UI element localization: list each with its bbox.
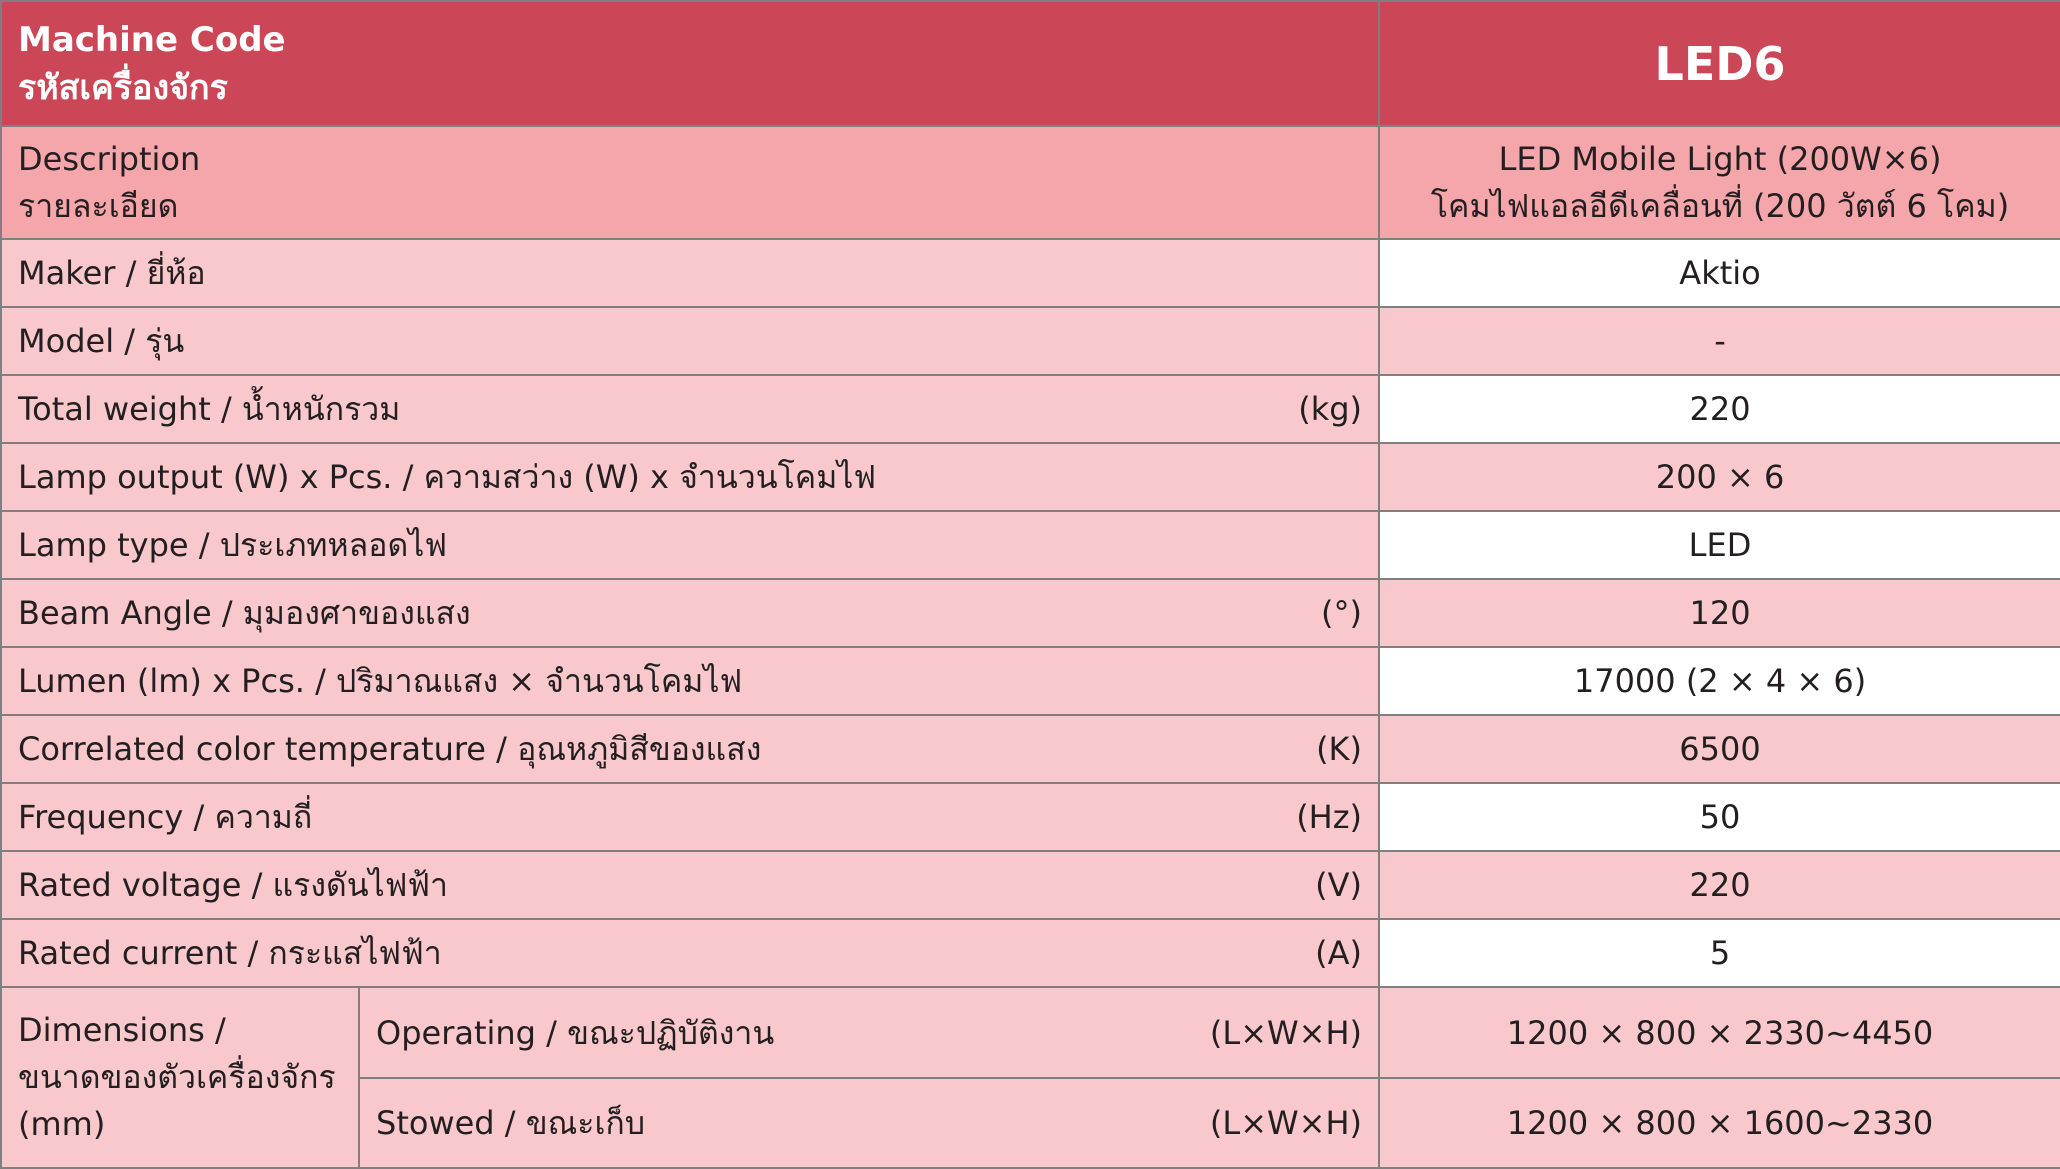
dimensions-label-line2: ขนาดของตัวเครื่องจักร (18, 1058, 336, 1096)
dimensions-label-line3: (mm) (18, 1105, 106, 1143)
spec-row-frequency (1, 783, 2060, 851)
spec-label-cell (1, 307, 1379, 375)
machine-code-label-en: Machine Code (18, 19, 286, 60)
spec-value: 6500 (1679, 730, 1761, 768)
spec-value-cell (1379, 375, 2060, 443)
stowed-unit: (L×W×H) (1209, 1104, 1363, 1142)
header-row (1, 1, 2060, 126)
description-row (1, 126, 2060, 239)
spec-label: Rated current / กระแสไฟฟ้า (18, 934, 442, 972)
dimensions-label-line1: Dimensions / (18, 1011, 226, 1049)
description-value-th: โคมไฟแอลอีดีเคลื่อนที่ (200 วัตต์ 6 โคม) (1430, 186, 2010, 225)
spec-value-cell (1379, 307, 2060, 375)
spec-value-cell (1379, 239, 2060, 307)
spec-unit: (kg) (1298, 390, 1363, 428)
spec-label: Lamp output (W) x Pcs. / ความสว่าง (W) x จำนวนโคมไฟ (18, 458, 877, 496)
spec-row-model (1, 307, 2060, 375)
spec-value: Aktio (1679, 254, 1761, 292)
spec-unit: (K) (1316, 730, 1363, 768)
operating-unit: (L×W×H) (1209, 1013, 1363, 1052)
machine-code-label-th: รหัสเครื่องจักร (18, 67, 228, 108)
operating-label-cell (359, 987, 1379, 1078)
machine-code-value: LED6 (1654, 36, 1786, 91)
spec-value: 5 (1709, 934, 1731, 972)
stowed-value-cell (1379, 1078, 2060, 1168)
spec-row-color-temperature (1, 715, 2060, 783)
spec-label: Correlated color temperature / อุณหภูมิสีของแสง (18, 730, 762, 768)
operating-value: 1200 × 800 × 2330~4450 (1506, 1013, 1934, 1052)
spec-value-cell (1379, 783, 2060, 851)
stowed-value: 1200 × 800 × 1600~2330 (1506, 1104, 1934, 1142)
spec-value: 200 × 6 (1655, 458, 1785, 496)
spec-label-cell (1, 715, 1379, 783)
spec-value: 17000 (2 × 4 × 6) (1573, 662, 1867, 700)
spec-row-total-weight (1, 375, 2060, 443)
machine-code-value-cell (1379, 1, 2060, 126)
spec-value: LED (1688, 526, 1752, 564)
spec-label: Beam Angle / มุมองศาของแสง (18, 594, 471, 632)
spec-label-cell (1, 919, 1379, 987)
spec-value-cell (1379, 851, 2060, 919)
spec-label: Total weight / น้ำหนักรวม (18, 390, 401, 428)
spec-value: 220 (1689, 390, 1751, 428)
description-label-en: Description (18, 139, 201, 178)
description-value-en: LED Mobile Light (200W×6) (1498, 139, 1942, 178)
spec-value: 220 (1689, 866, 1751, 904)
spec-row-maker (1, 239, 2060, 307)
operating-value-cell (1379, 987, 2060, 1078)
spec-label-cell (1, 443, 1379, 511)
spec-unit: (°) (1321, 594, 1363, 632)
stowed-label-cell (359, 1078, 1379, 1168)
spec-label: Frequency / ความถี่ (18, 798, 313, 836)
spec-value-cell (1379, 715, 2060, 783)
spec-value: 120 (1689, 594, 1751, 632)
spec-value-cell (1379, 443, 2060, 511)
spec-label-cell (1, 647, 1379, 715)
spec-label-cell (1, 511, 1379, 579)
spec-row-beam-angle (1, 579, 2060, 647)
spec-row-rated-current (1, 919, 2060, 987)
spec-label: Maker / ยี่ห้อ (18, 254, 206, 292)
spec-unit: (V) (1315, 866, 1363, 904)
spec-row-dimensions-operating (1, 987, 2060, 1078)
spec-value-cell (1379, 647, 2060, 715)
spec-label-cell (1, 579, 1379, 647)
dimensions-label-cell (1, 987, 359, 1168)
spec-unit: (Hz) (1296, 798, 1363, 836)
operating-label: Operating / ขณะปฏิบัติงาน (376, 1013, 775, 1052)
spec-value: - (1714, 322, 1726, 360)
spec-label-cell (1, 851, 1379, 919)
spec-row-rated-voltage (1, 851, 2060, 919)
machine-code-label-cell (1, 1, 1379, 126)
spec-label: Model / รุ่น (18, 322, 185, 360)
spec-row-lamp-output (1, 443, 2060, 511)
description-label-cell (1, 126, 1379, 239)
spec-label: Rated voltage / แรงดันไฟฟ้า (18, 866, 449, 904)
spec-value-cell (1379, 579, 2060, 647)
spec-value-cell (1379, 919, 2060, 987)
spec-label-cell (1, 783, 1379, 851)
spec-row-lumen (1, 647, 2060, 715)
description-label-th: รายละเอียด (18, 186, 179, 225)
description-value-cell (1379, 126, 2060, 239)
spec-value-cell (1379, 511, 2060, 579)
spec-unit: (A) (1315, 934, 1363, 972)
spec-label-cell (1, 239, 1379, 307)
spec-value: 50 (1699, 798, 1741, 836)
spec-label: Lumen (lm) x Pcs. / ปริมาณแสง × จำนวนโคมไฟ (18, 662, 743, 700)
spec-label-cell (1, 375, 1379, 443)
spec-row-lamp-type (1, 511, 2060, 579)
spec-label: Lamp type / ประเภทหลอดไฟ (18, 526, 447, 564)
stowed-label: Stowed / ขณะเก็บ (376, 1104, 646, 1142)
